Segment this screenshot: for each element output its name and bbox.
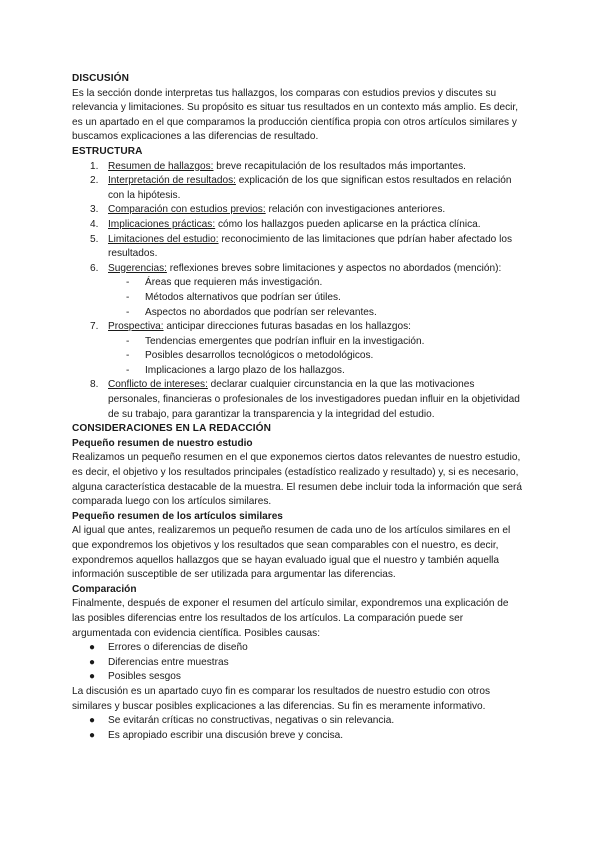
comparacion-closing-paragraph: La discusión es un apartado cuyo fin es comparar los resultados de nuestro estudio con otros similares y buscar posibles explicaciones a las diferencias. Su fin es meramente informativo. <box>72 685 491 712</box>
discusion-paragraph: Es la sección donde interpretas tus hallazgos, los comparas con estudios previos y discutes su relevancia y limitaciones. Su propósito es situar tus resultados en un contexto más amplio. Es decir, es un apartado en el que comparamos la producción científica propia con otros artículos similares y buscamos explicaciones a las diferencias de resultado. <box>72 87 519 143</box>
item-term: Resumen de hallazgos: <box>108 160 214 172</box>
sub-list-item <box>108 364 524 379</box>
document-page <box>72 72 524 743</box>
item-text: anticipar direcciones futuras basadas en los hallazgos: <box>163 321 411 333</box>
cause-item <box>72 656 524 671</box>
list-number: 8. <box>90 379 99 391</box>
note-item <box>72 729 524 744</box>
dash-marker: - <box>126 364 130 376</box>
item-text: reflexiones breves sobre limitaciones y aspectos no abordados (mención): <box>166 262 502 274</box>
item-term: Implicaciones prácticas: <box>108 218 216 230</box>
item-term: Sugerencias: <box>108 262 167 274</box>
estructura-list <box>72 160 524 423</box>
item-text: declarar cualquier circunstancia en la que las motivaciones personales, financieras o profesionales de los investigadores puedan influir en la objetividad de su trabajo, para garantizar la transparencia y la integridad del estudio. <box>108 379 520 420</box>
list-number: 3. <box>90 204 99 216</box>
bullet-text: Se evitarán críticas no constructivas, negativas o sin relevancia. <box>108 715 395 727</box>
list-number: 7. <box>90 321 99 333</box>
causes-list <box>72 641 524 685</box>
list-number: 2. <box>90 175 99 187</box>
list-number: 4. <box>90 218 99 230</box>
resumen-estudio-paragraph: Realizamos un pequeño resumen en el que exponemos ciertos datos relevantes de nuestro estudio, es decir, el objetivo y los resultados principales (estadístico realizado y resultado) y, si es necesario, alguna característica destacable de la muestra. El resumen debe incluir toda la información que será comparada luego con los artículos similares. <box>72 452 522 508</box>
sub-list <box>108 335 524 379</box>
list-number: 5. <box>90 233 99 245</box>
bullet-icon: ● <box>89 729 96 741</box>
sub-item-text: Posibles desarrollos tecnológicos o metodológicos. <box>145 350 374 362</box>
estructura-item <box>72 160 524 175</box>
item-text: relación con investigaciones anteriores. <box>265 204 446 216</box>
list-number: 6. <box>90 262 99 274</box>
subheading-resumen-articulos: Pequeño resumen de los artículos similares <box>72 510 283 522</box>
cause-item <box>72 641 524 656</box>
comparacion-paragraph: Finalmente, después de exponer el resumen del artículo similar, expondremos una explicación de las posibles diferencias entre los resultados de los artículos. La comparación puede ser argumentada con evidencia científica. Posibles causas: <box>72 598 509 639</box>
section-title-discusion: DISCUSIÓN <box>72 73 129 84</box>
estructura-item <box>72 203 524 218</box>
subheading-resumen-estudio: Pequeño resumen de nuestro estudio <box>72 437 253 449</box>
notes-list <box>72 714 524 743</box>
cause-item <box>72 670 524 685</box>
bullet-text: Posibles sesgos <box>108 671 181 683</box>
sub-list-item <box>108 306 524 321</box>
sub-item-text: Áreas que requieren más investigación. <box>145 277 323 289</box>
estructura-item <box>72 378 524 422</box>
item-term: Conflicto de intereses: <box>108 379 208 391</box>
item-term: Interpretación de resultados: <box>108 175 236 187</box>
subheading-comparacion: Comparación <box>72 583 137 595</box>
sub-list-item <box>108 291 524 306</box>
bullet-text: Diferencias entre muestras <box>108 656 229 668</box>
dash-marker: - <box>126 306 130 318</box>
estructura-item <box>72 320 524 378</box>
sub-list <box>108 276 524 320</box>
bullet-icon: ● <box>89 671 96 683</box>
item-text: explicación de los que significan estos resultados en relación con la hipótesis. <box>108 175 512 201</box>
sub-list-item <box>108 335 524 350</box>
item-text: reconocimiento de las limitaciones que pdrían haber afectado los resultados. <box>108 233 512 260</box>
resumen-articulos-paragraph: Al igual que antes, realizaremos un pequeño resumen de cada uno de los artículos similares en el que expondremos los objetivos y los resultados que sean comparables con el nuestro, es decir, expondremos aquellos hallazgos que se hayan evaluado igual que el nuestro y también aquella información susceptible de ser utilizada para argumentar las diferencias. <box>72 525 511 581</box>
bullet-icon: ● <box>89 642 96 654</box>
sub-item-text: Implicaciones a largo plazo de los hallazgos. <box>145 364 345 376</box>
sub-list-item <box>108 276 524 291</box>
dash-marker: - <box>126 350 130 362</box>
dash-marker: - <box>126 291 130 303</box>
bullet-icon: ● <box>89 656 96 668</box>
bullet-text: Errores o diferencias de diseño <box>108 642 248 654</box>
list-number: 1. <box>90 160 99 172</box>
section-title-consideraciones: CONSIDERACIONES EN LA REDACCIÓN <box>72 423 272 435</box>
item-text: breve recapitulación de los resultados más importantes. <box>213 160 466 172</box>
bullet-text: Es apropiado escribir una discusión breve y concisa. <box>108 729 344 741</box>
estructura-item <box>72 262 524 320</box>
estructura-item <box>72 174 524 203</box>
section-title-estructura: ESTRUCTURA <box>72 145 143 157</box>
dash-marker: - <box>126 335 130 347</box>
item-term: Comparación con estudios previos: <box>108 204 266 216</box>
dash-marker: - <box>126 277 130 289</box>
item-text: cómo los hallazgos pueden aplicarse en la práctica clínica. <box>215 218 481 230</box>
sub-list-item <box>108 349 524 364</box>
sub-item-text: Aspectos no abordados que podrían ser relevantes. <box>145 306 377 318</box>
estructura-item <box>72 218 524 233</box>
item-term: Prospectiva: <box>108 321 164 333</box>
estructura-item <box>72 233 524 262</box>
item-term: Limitaciones del estudio: <box>108 233 219 245</box>
sub-item-text: Tendencias emergentes que podrían influir en la investigación. <box>145 335 425 347</box>
sub-item-text: Métodos alternativos que podrían ser útiles. <box>145 291 341 303</box>
note-item <box>72 714 524 729</box>
bullet-icon: ● <box>89 715 96 727</box>
